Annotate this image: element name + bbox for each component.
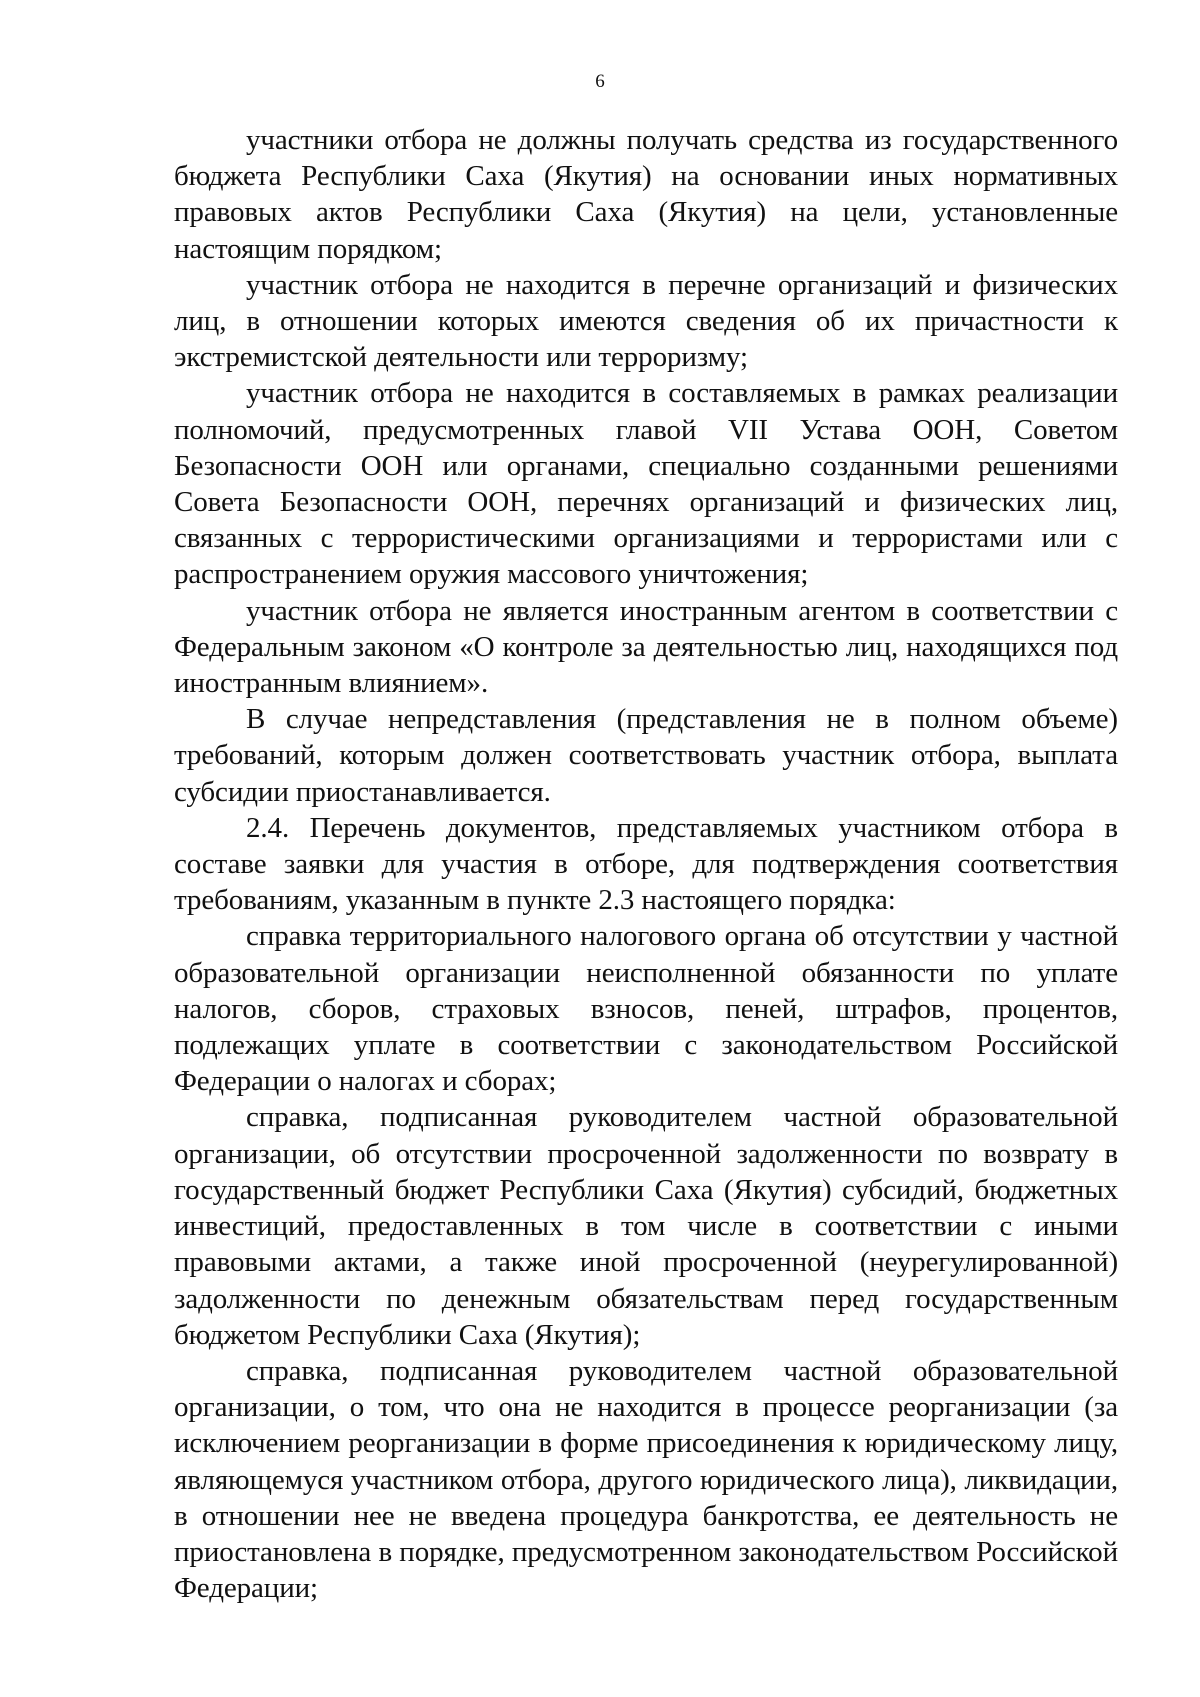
- paragraph-reorganization-certificate: справка, подписанная руководителем частной образовательной организации, о том, что она не находится в процессе реорганизации (за исключением реорганизации в форме присоединения к юридическому лицу, являющемуся участником отбора, другого юридического лица), ликвидации, в отношении нее не введена процедура банкротства, ее деятельность не приостановлена в порядке, предусмотренном законодательством Российской Федерации;: [174, 1354, 1118, 1605]
- paragraph-debt-certificate: справка, подписанная руководителем частной образовательной организации, об отсутствии просроченной задолженности по возврату в государственный бюджет Республики Саха (Якутия) субсидий, бюджетных инвестиций, предоставленных в том числе в соответствии с иными правовыми актами, а также иной просроченной (неурегулированной) задолженности по денежным обязательствам перед государственным бюджетом Республики Саха (Якутия);: [174, 1101, 1118, 1351]
- paragraph-budget-funds: участники отбора не должны получать средства из государственного бюджета Республики Саха (Якутия) на основании иных нормативных правовых актов Республики Саха (Якутия) на цели, установленные настоящим порядком;: [174, 124, 1118, 265]
- paragraph-tax-certificate: справка территориального налогового органа об отсутствии у частной образовательной организации неисполненной обязанности по уплате налогов, сборов, страховых взносов, пеней, штрафов, процентов, подлежащих уплате в соответствии с законодательством Российской Федерации о налогах и сборах;: [174, 920, 1118, 1098]
- paragraph-extremism-list: участник отбора не находится в перечне организаций и физических лиц, в отношении которых имеются сведения об их причастности к экстремистской деятельности или терроризму;: [174, 268, 1118, 374]
- paragraph-suspension: В случае непредставления (представления не в полном объеме) требований, которым должен соответствовать участник отбора, выплата субсидии приостанавливается.: [174, 703, 1118, 808]
- paragraph-un-lists: участник отбора не находится в составляемых в рамках реализации полномочий, предусмотренных главой VII Устава ООН, Советом Безопасности ООН или органами, специально созданными решениями Совета Безопасности ООН, перечнях организаций и физических лиц, связанных с террористическими организациями и террористами или с распространением оружия массового уничтожения;: [174, 377, 1118, 591]
- paragraph-foreign-agent: участник отбора не является иностранным агентом в соответствии с Федеральным законом «О контроле за деятельностью лиц, находящихся под иностранным влиянием».: [174, 594, 1118, 700]
- page-number: 6: [595, 71, 605, 92]
- document-body: [174, 122, 1118, 1606]
- paragraph-documents-list: 2.4. Перечень документов, представляемых участником отбора в составе заявки для участия в отборе, для подтверждения соответствия требованиям, указанным в пункте 2.3 настоящего порядка:: [174, 811, 1118, 917]
